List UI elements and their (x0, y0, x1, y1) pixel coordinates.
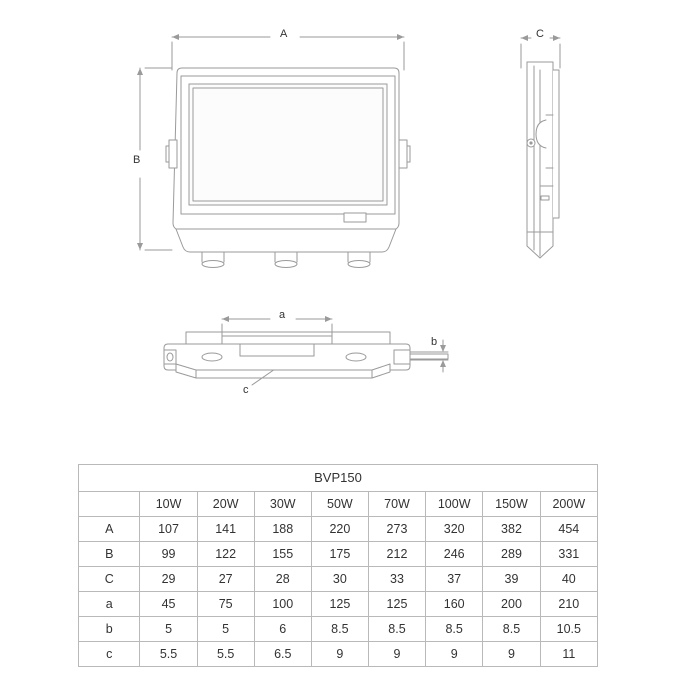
table-row (79, 617, 598, 642)
label-dimension-a-lower: a (279, 309, 286, 321)
table-cell: 107 (140, 517, 197, 542)
table-cell: 6.5 (254, 642, 311, 667)
table-row (79, 542, 598, 567)
label-dimension-c: C (536, 28, 544, 40)
table-cell: 28 (254, 567, 311, 592)
table-cell: 454 (540, 517, 597, 542)
table-cell: 99 (140, 542, 197, 567)
table-row (79, 642, 598, 667)
table-cell: 33 (368, 567, 425, 592)
row-label: C (79, 567, 140, 592)
row-label: B (79, 542, 140, 567)
table-column-header: 30W (254, 492, 311, 517)
table-cell: 40 (540, 567, 597, 592)
table-cell: 9 (426, 642, 483, 667)
table-cell: 188 (254, 517, 311, 542)
table-cell: 155 (254, 542, 311, 567)
row-label: A (79, 517, 140, 542)
spec-table (78, 464, 598, 667)
table-cell: 45 (140, 592, 197, 617)
table-cell: 11 (540, 642, 597, 667)
table-cell: 125 (368, 592, 425, 617)
table-cell: 9 (368, 642, 425, 667)
table-cell: 200 (483, 592, 540, 617)
table-title: BVP150 (79, 465, 598, 492)
table-title-row (79, 465, 598, 492)
table-cell: 9 (483, 642, 540, 667)
side-view-body (527, 62, 559, 258)
table-cell: 6 (254, 617, 311, 642)
table-header-row (79, 492, 598, 517)
table-column-header: 150W (483, 492, 540, 517)
table-cell: 320 (426, 517, 483, 542)
table-cell: 5.5 (197, 642, 254, 667)
table-cell: 273 (368, 517, 425, 542)
table-cell: 160 (426, 592, 483, 617)
table-cell: 30 (311, 567, 368, 592)
bottom-view-body (164, 332, 448, 378)
label-dimension-a: A (280, 28, 288, 40)
table-cell: 331 (540, 542, 597, 567)
table-row (79, 517, 598, 542)
table-column-header: 70W (368, 492, 425, 517)
row-label: b (79, 617, 140, 642)
table-column-header: 100W (426, 492, 483, 517)
table-cell: 10.5 (540, 617, 597, 642)
table-cell: 175 (311, 542, 368, 567)
table-cell: 27 (197, 567, 254, 592)
table-cell: 5.5 (140, 642, 197, 667)
table-cell: 210 (540, 592, 597, 617)
table-cell: 8.5 (426, 617, 483, 642)
table-column-header: 50W (311, 492, 368, 517)
label-dimension-b: B (133, 154, 141, 166)
spec-table-wrapper (78, 464, 598, 667)
table-cell: 5 (197, 617, 254, 642)
front-view-dimension-a (172, 34, 404, 70)
table-cell: 289 (483, 542, 540, 567)
table-cell: 8.5 (368, 617, 425, 642)
table-row (79, 592, 598, 617)
row-label: c (79, 642, 140, 667)
table-cell: 220 (311, 517, 368, 542)
table-cell: 8.5 (311, 617, 368, 642)
table-cell: 37 (426, 567, 483, 592)
table-column-header: 200W (540, 492, 597, 517)
table-cell: 8.5 (483, 617, 540, 642)
label-dimension-b-lower: b (431, 336, 438, 348)
table-cell: 141 (197, 517, 254, 542)
table-cell: 9 (311, 642, 368, 667)
table-column-header: 20W (197, 492, 254, 517)
table-cell: 75 (197, 592, 254, 617)
table-column-header: 10W (140, 492, 197, 517)
label-dimension-c-lower: c (243, 384, 249, 396)
table-cell: 246 (426, 542, 483, 567)
table-cell: 39 (483, 567, 540, 592)
table-cell: 212 (368, 542, 425, 567)
table-cell: 382 (483, 517, 540, 542)
table-row (79, 567, 598, 592)
table-cell: 125 (311, 592, 368, 617)
table-cell: 122 (197, 542, 254, 567)
table-corner-cell (79, 492, 140, 517)
table-cell: 5 (140, 617, 197, 642)
table-cell: 100 (254, 592, 311, 617)
table-cell: 29 (140, 567, 197, 592)
row-label: a (79, 592, 140, 617)
